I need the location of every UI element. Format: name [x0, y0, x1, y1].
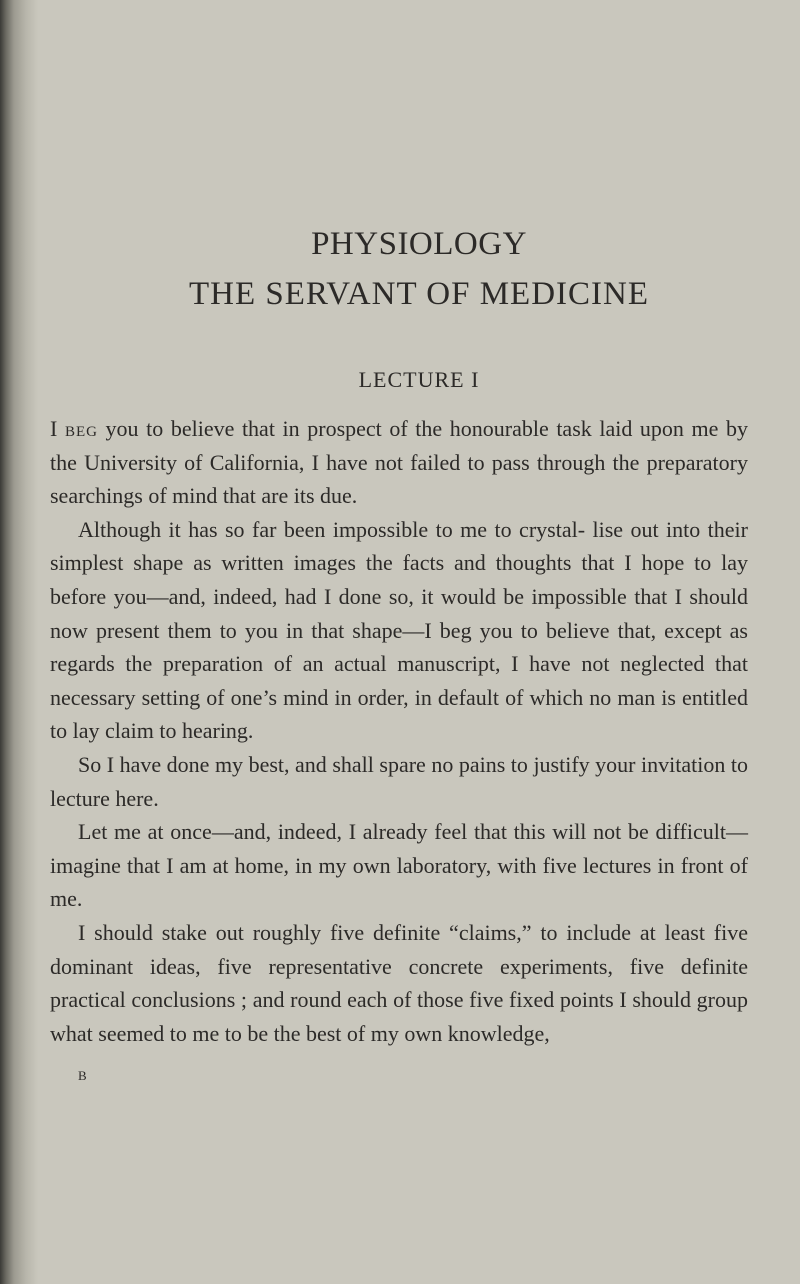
- paragraph-1-lead-smallcaps: beg: [64, 416, 98, 441]
- paragraph-2: Although it has so far been impossible to me to crystal- lise out into their simplest shape as written images the facts and thoughts that I hope to lay before you—and, indeed, had I done so, it would be impossible that I should now present them to you in that shape—I beg you to believe that, except as regards the preparation of an actual manuscript, I have not neglected that necessary setting of one’s mind in order, in default of which no man is entitled to lay claim to hearing.: [50, 516, 748, 744]
- page-title: PHYSIOLOGY: [311, 226, 527, 262]
- body-text: [50, 412, 748, 1050]
- page-binding-edge: [0, 0, 38, 1284]
- page-subtitle: THE SERVANT OF MEDICINE: [188, 276, 650, 312]
- paragraph-4: Let me at once—and, indeed, I already feel that this will not be difficult—imagine that I am at home, in my own laboratory, with five lectures in front of me.: [50, 819, 748, 912]
- paragraph-1-text: you to believe that in prospect of the honourable task laid upon me by the University of California, I have not failed to pass through the preparatory searchings of mind that are its due.: [50, 416, 749, 509]
- paragraph-1: [50, 412, 748, 513]
- lecture-heading: LECTURE I: [358, 367, 480, 392]
- paragraph-3: So I have done my best, and shall spare no pains to justify your invitation to lecture here.: [50, 751, 748, 811]
- paragraph-5: I should stake out roughly five definite “claims,” to include at least five dominant ideas, five representative concrete experiments, five definite practical conclusions ; and round each of those five fixed points I should group what seemed to me to be the best of my own knowledge,: [50, 919, 748, 1046]
- book-page: [38, 0, 800, 1284]
- signature-mark: B: [78, 1068, 88, 1083]
- paragraph-1-lead: I: [50, 416, 58, 441]
